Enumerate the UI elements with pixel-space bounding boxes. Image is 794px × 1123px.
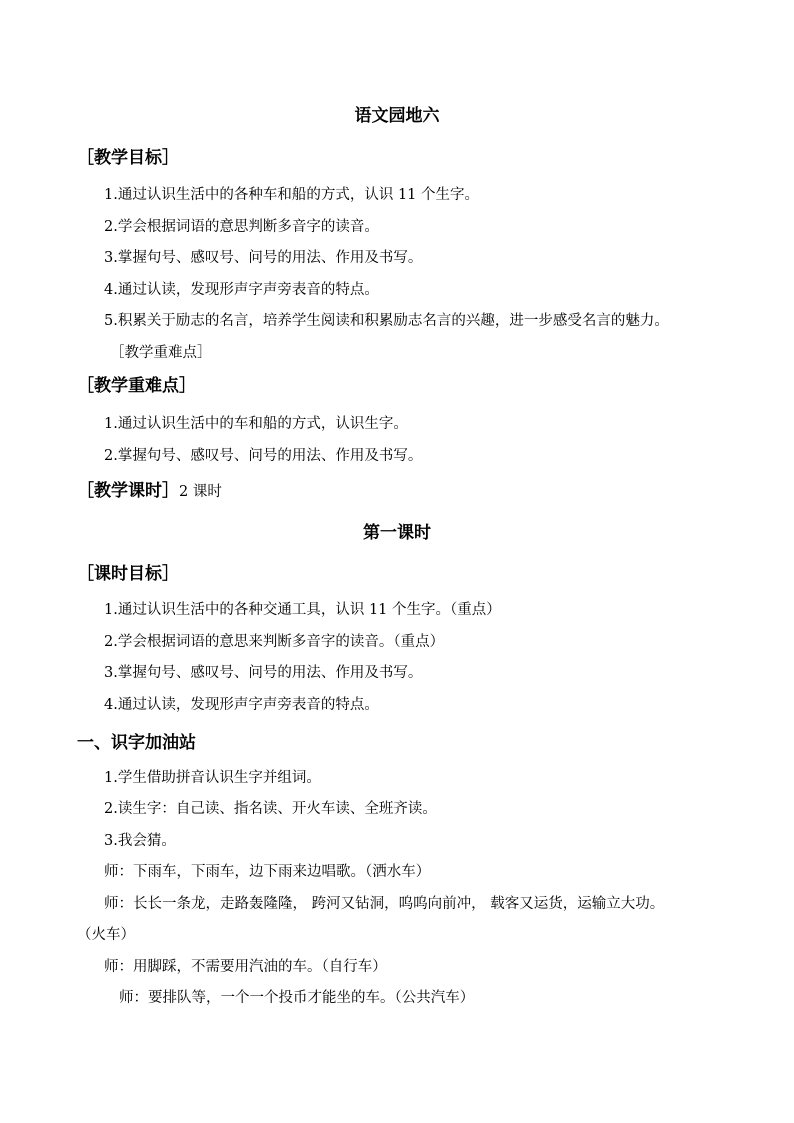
section-heading: 一、识字加油站: [77, 733, 196, 753]
section-item: 2.读生字：自己读、指名读、开火车读、全班齐读。: [104, 801, 437, 817]
section-item: 3.我会猜。: [104, 833, 176, 849]
dialogue-line-continuation: （火车）: [77, 927, 135, 943]
key-point-item: 2.掌握句号、感叹号、问号的用法、作用及书写。: [104, 448, 423, 464]
dialogue-line: 师：要排队等，一个一个投币才能坐的车。（公共汽车）: [119, 990, 475, 1006]
hours-value: 2 课时: [179, 484, 222, 500]
lesson-goal-item: 2.学会根据词语的意思来判断多音字的读音。（重点）: [104, 634, 445, 650]
goal-item: 2.学会根据词语的意思判断多音字的读音。: [104, 219, 379, 235]
goal-item: 1.通过认识生活中的各种车和船的方式，认识 11 个生字。: [104, 187, 480, 203]
lesson-goal-item: 1.通过认识生活中的各种交通工具，认识 11 个生字。（重点）: [104, 602, 501, 618]
hours-row: [77, 481, 222, 502]
document-title: 语文园地六: [354, 106, 440, 126]
goal-item: 5.积累关于励志的名言，培养学生阅读和积累励志名言的兴趣，进一步感受名言的魅力。: [104, 313, 669, 329]
dialogue-line: 师：长长一条龙，走路轰隆隆， 跨河又钻洞，呜呜向前冲， 载客又运货，运输立大功。: [104, 896, 665, 912]
section-item: 1.学生借助拼音认识生字并组词。: [104, 770, 321, 786]
lesson-title: 第一课时: [363, 523, 431, 543]
lesson-goal-item: 3.掌握句号、感叹号、问号的用法、作用及书写。: [104, 665, 423, 681]
goal-item: 3.掌握句号、感叹号、问号的用法、作用及书写。: [104, 250, 423, 266]
inline-key-points-label: ［教学重难点］: [110, 345, 212, 361]
dialogue-line: 师：用脚踩，不需要用汽油的车。（自行车）: [104, 959, 387, 975]
goals-heading: ［教学目标］: [77, 148, 179, 168]
key-points-heading: ［教学重难点］: [77, 376, 196, 396]
dialogue-line: 师：下雨车，下雨车，边下雨来边唱歌。（洒水车）: [104, 864, 431, 880]
lesson-goals-heading: ［课时目标］: [77, 564, 179, 584]
lesson-goal-item: 4.通过认读，发现形声字声旁表音的特点。: [104, 697, 379, 713]
key-point-item: 1.通过认识生活中的车和船的方式，认识生字。: [104, 416, 408, 432]
goal-item: 4.通过认读，发现形声字声旁表音的特点。: [104, 282, 379, 298]
hours-heading: ［教学课时］: [77, 481, 179, 501]
